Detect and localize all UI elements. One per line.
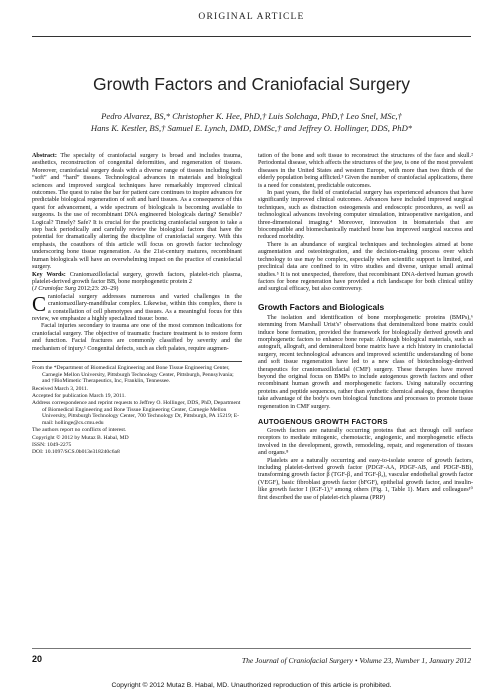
right-column [258,153,473,502]
intro-text-1: raniofacial surgery addresses numerous and varied challenges in the craniomaxillary-mandibular complex. Likewise, within this complex, there is a constellation of cell phenotypes and tissues. As a meaningful focus for this review, we emphasize a highly specialized tissue: bone. [32,293,242,322]
body-paragraph-4: The isolation and identification of bone morphogenetic proteins (BMPs),⁶ stemming from Marshall Urist's⁷ observations that demineralized bone matrix could induce bone formation, provided the framework for biologically derived growth and morphogenetic factors to enhance bone repair. Although biological materials, such as autograft, allograft, and demineralized bone matrix have a rich history in craniofacial surgery, recent technological advances and improved scientific understanding of bone and soft tissue regeneration have led to a new class of biotechnology-derived therapeutics for craniomaxillofacial (CMF) surgery. These therapies have moved beyond the original focus on BMPs to include autogenous growth factors and other recombinant human growth and morphogenetic factors. Using naturally occurring proteins and peptide sequences, rather than synthetic chemical analogs, these therapies take advantage of the body's own biological functions and processes to promote tissue regeneration in CMF surgery. [258,314,473,410]
body-paragraph-3: There is an abundance of surgical techniques and technologies aimed at bone augmentation and osteointegration, and the decision-making process over which technology to use may be complex, especially when scientific support is limited, and preclinical data are confined to in vitro studies and diverse, unique small animal studies.⁵ It is not unexpected, therefore, that recombinant DNA-derived human growth factors for bone regeneration have provided a rich landscape for both clinical utility and surgical efficacy, but also controversy. [258,241,473,293]
citation: (J Craniofac Surg 2012;23: 20–29) [32,286,119,293]
footnote-doi: DOI: 10.1097/SCS.0b013e318240c6a8 [32,448,120,455]
footnote-conflicts: The authors report no conflicts of interest. [32,427,127,434]
body-paragraph-1: tation of the bone and soft tissue to reconstruct the structures of the face and skull.² Periodontal disease, which affects the structures of the jaw, is one of the most prevalent diseases in the United States and western Europe, with more than two thirds of the elderly population being afflicted.³ Given the number of craniofacial applications, there is a need for consistent, predictable outcomes. [258,153,473,189]
abstract [32,153,242,272]
left-column [32,153,242,456]
abstract-label: Abstract: [32,153,57,159]
page-number: 20 [32,654,43,664]
section-heading-growth-factors: Growth Factors and Biologicals [258,301,385,312]
footnote-accepted: Accepted for publication March 19, 2011. [32,392,126,399]
footnote-issn: ISSN: 1049-2275 [32,441,72,448]
body-paragraph-5: Growth factors are naturally occurring proteins that act through cell surface receptors to mediate mitogenic, chemotactic, angiogenic, and morphogenetic effects involved in the development, growth, remodeling, repair, and regeneration of tissues and organs.⁸ [258,428,473,457]
citation-journal: J Craniofac Surg [34,286,77,293]
footnotes [32,365,242,456]
intro-paragraph-2: Facial injuries secondary to trauma are one of the most common indications for craniofacial surgery. The objective of traumatic fracture treatment is to restore form and function. Facial fractures are commonly classified by severity and the mechanism of injury.¹ Congenital defects, such as cleft palates, require augmen- [32,323,242,352]
body-paragraph-6: Platelets are a naturally occurring and easy-to-isolate source of growth factors, including platelet-derived growth factor (PDGF-AA, PDGF-AB, and PDGF-BB), transforming growth factor β (TGF-β₁ and TGF-β₂), vascular endothelial growth factor (VEGF), basic fibroblast growth factor (bFGF), epithelial growth factor, and insulin-like growth factor I (IGF-1),⁹ among others (Fig. 1, Table 1). Marx and colleagues¹⁰ first described the use of platelet-rich plasma (PRP) [258,457,473,501]
body-paragraph-2: In past years, the field of craniofacial surgery has experienced advances that have significantly improved clinical outcomes. Advances have included improved surgical techniques, such as distraction osteogenesis and endoscopic procedures, as well as technological advances involving computer simulation, intraoperative navigation, and three-dimensional imaging.⁴ Moreover, innovation in biomaterials that are biocompatible and biomechanically matched bone has improved surgical success and reduced morbidity. [258,190,473,241]
keywords-label: Key Words: [32,271,66,278]
footnote-copyright: Copyright © 2012 by Mutaz B. Habal, MD [32,434,129,441]
journal-footer-text: The Journal of Craniofacial Surgery • Volume 23, Number 1, January 2012 [241,656,471,665]
footnote-affiliation: From the *Department of Biomedical Engineering and Bone Tissue Engineering Center, Carnegie Mellon University, Pittsburgh Technology Center, Pittsburgh, Pennsylvania; and †BioMimetic Therapeutics, Inc, Franklin, Tennessee. [32,364,234,385]
copyright-notice: Copyright © 2012 Mutaz B. Habal, MD. Unauthorized reproduction of this article is prohibited. [111,682,392,689]
abstract-text: The specialty of craniofacial surgery is broad and includes trauma, aesthetics, reconstruction of congenital deformities, and regeneration of tissues. Moreover, craniofacial surgery deals with a diverse range of tissues including both “soft” and “hard” tissues. Technological advances in materials and biological sciences and improved surgical techniques have remarkably improved clinical outcomes. The quest to raise the bar for patient care continues to inspire advances for predictable biological regeneration of soft and hard tissues. As a consequence of this quest for advancement, a wide spectrum of biologicals is becoming available to surgeons. Is the use of recombinant DNA engineered biologicals daring? Sensible? Logical? Timely? Safe? It is crucial for the practicing craniofacial surgeon to take a step back periodically and carefully review the biological factors that have the potential for dramatically altering the discipline of craniofacial surgery. With this emphasis, the coauthors of this article will focus on growth factor technology underscoring bone tissue regeneration. As the 21st-century matures, recombinant human biologicals will have an overwhelming impact on the practice of craniofacial surgery. [32,153,242,271]
footnote-received: Received March 3, 2011. [32,385,89,392]
author-list [40,110,463,134]
keywords [32,272,242,287]
subsection-heading-autogenous: AUTOGENOUS GROWTH FACTORS [258,417,388,426]
intro-paragraph-1 [32,291,242,324]
author-line-1: Pedro Alvarez, BS,* Christopher K. Hee, PhD,† Luis Solchaga, PhD,† Leo Snel, MSc,† [101,111,402,121]
keywords-text: Craniomaxillofacial surgery, growth factors, platelet-rich plasma, platelet-derived growth factor BB, bone morphogenetic protein 2 [32,271,242,285]
drop-cap: C [32,291,47,316]
footnote-correspondence: Address correspondence and reprint requests to Jeffrey O. Hollinger, DDS, PhD, Department of Biomedical Engineering and Bone Tissue Engineering Center, Carnegie Mellon University, Pittsburgh Technology Center, 700 Technology Dr, Pittsburgh, PA 15219; E-mail: hollinge@cs.cmu.edu [32,399,241,427]
journal-footer [242,656,471,665]
footnote-divider [32,361,242,362]
header-divider [32,36,471,37]
citation-details: 2012;23: 20–29) [77,286,119,293]
article-title: Growth Factors and Craniofacial Surgery [92,74,411,94]
author-line-2: Hans K. Kestler, BS,† Samuel E. Lynch, DMD, DMSc,† and Jeffrey O. Hollinger, DDS, PhD* [90,123,413,133]
footer-divider [32,648,471,649]
section-label: ORIGINAL ARTICLE [198,12,305,22]
